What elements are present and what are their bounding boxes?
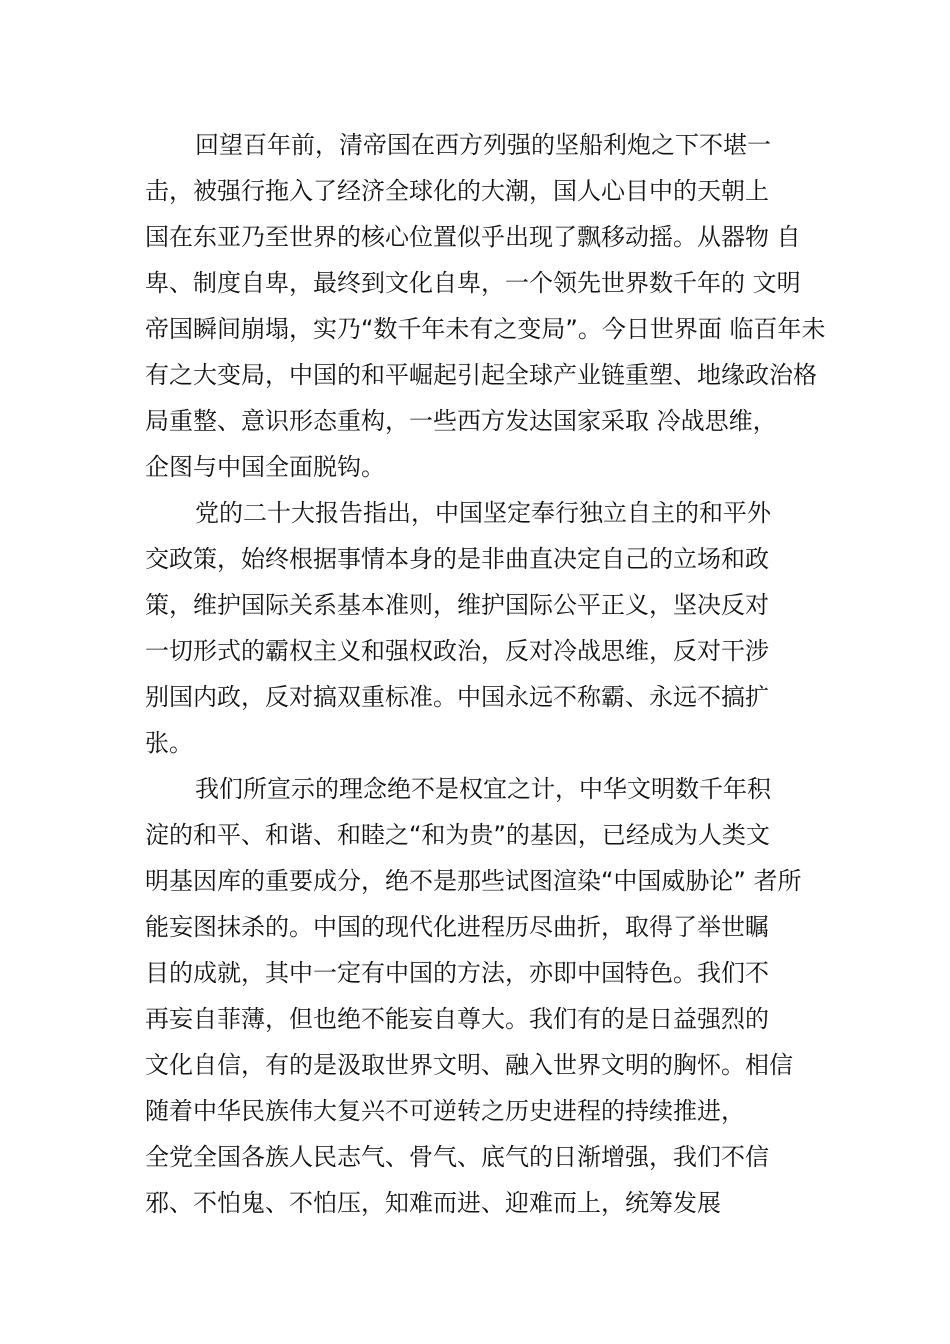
text-line: 明基因库的重要成分，绝不是那些试图渲染“中国威胁论” 者所 <box>145 867 802 895</box>
text-line: 党的二十大报告指出，中国坚定奉行独立自主的和平外 <box>195 499 771 527</box>
text-line: 企图与中国全面脱钩。 <box>145 453 385 481</box>
document-body <box>145 122 845 1226</box>
paragraph-3 <box>145 766 845 1226</box>
text-line: 一切形式的霸权主义和强权政治，反对冷战思维，反对干涉 <box>145 637 769 665</box>
paragraph-1 <box>145 122 845 490</box>
text-line: 我们所宣示的理念绝不是权宜之计，中华文明数千年积 <box>195 775 771 803</box>
text-line: 文化自信，有的是汲取世界文明、融入世界文明的胸怀。相信 <box>145 1051 793 1079</box>
text-line: 策，维护国际关系基本准则，维护国际公平正义，坚决反对 <box>145 591 769 619</box>
text-line: 国在东亚乃至世界的核心位置似乎出现了飘移动摇。从器物 自 <box>145 223 801 251</box>
text-line: 淀的和平、和谐、和睦之“和为贵”的基因，已经成为人类文 <box>145 821 770 849</box>
text-line: 张。 <box>145 729 193 757</box>
text-line: 击，被强行拖入了经济全球化的大潮，国人心目中的天朝上 <box>145 177 769 205</box>
text-line: 目的成就，其中一定有中国的方法，亦即中国特色。我们不 <box>145 959 769 987</box>
text-line: 别国内政，反对搞双重标准。中国永远不称霸、永远不搞扩 <box>145 683 769 711</box>
text-line: 全党全国各族人民志气、骨气、底气的日渐增强，我们不信 <box>145 1143 769 1171</box>
paragraph-2 <box>145 490 845 766</box>
text-line: 卑、制度自卑，最终到文化自卑，一个领先世界数千年的 文明 <box>145 269 801 297</box>
text-line: 邪、不怕鬼、不怕压，知难而进、迎难而上，统筹发展 <box>145 1189 721 1217</box>
text-line: 能妄图抹杀的。中国的现代化进程历尽曲折，取得了举世瞩 <box>145 913 769 941</box>
text-line: 随着中华民族伟大复兴不可逆转之历史进程的持续推进， <box>145 1097 745 1125</box>
text-line: 回望百年前，清帝国在西方列强的坚船利炮之下不堪一 <box>195 131 771 159</box>
text-line: 再妄自菲薄，但也绝不能妄自尊大。我们有的是日益强烈的 <box>145 1005 769 1033</box>
text-line: 帝国瞬间崩塌，实乃“数千年未有之变局”。今日世界面 临百年未 <box>145 315 826 343</box>
text-line: 局重整、意识形态重构，一些西方发达国家采取 冷战思维， <box>145 407 777 435</box>
text-line: 有之大变局，中国的和平崛起引起全球产业链重塑、地缘政治格 <box>145 361 817 389</box>
text-line: 交政策，始终根据事情本身的是非曲直决定自己的立场和政 <box>145 545 769 573</box>
